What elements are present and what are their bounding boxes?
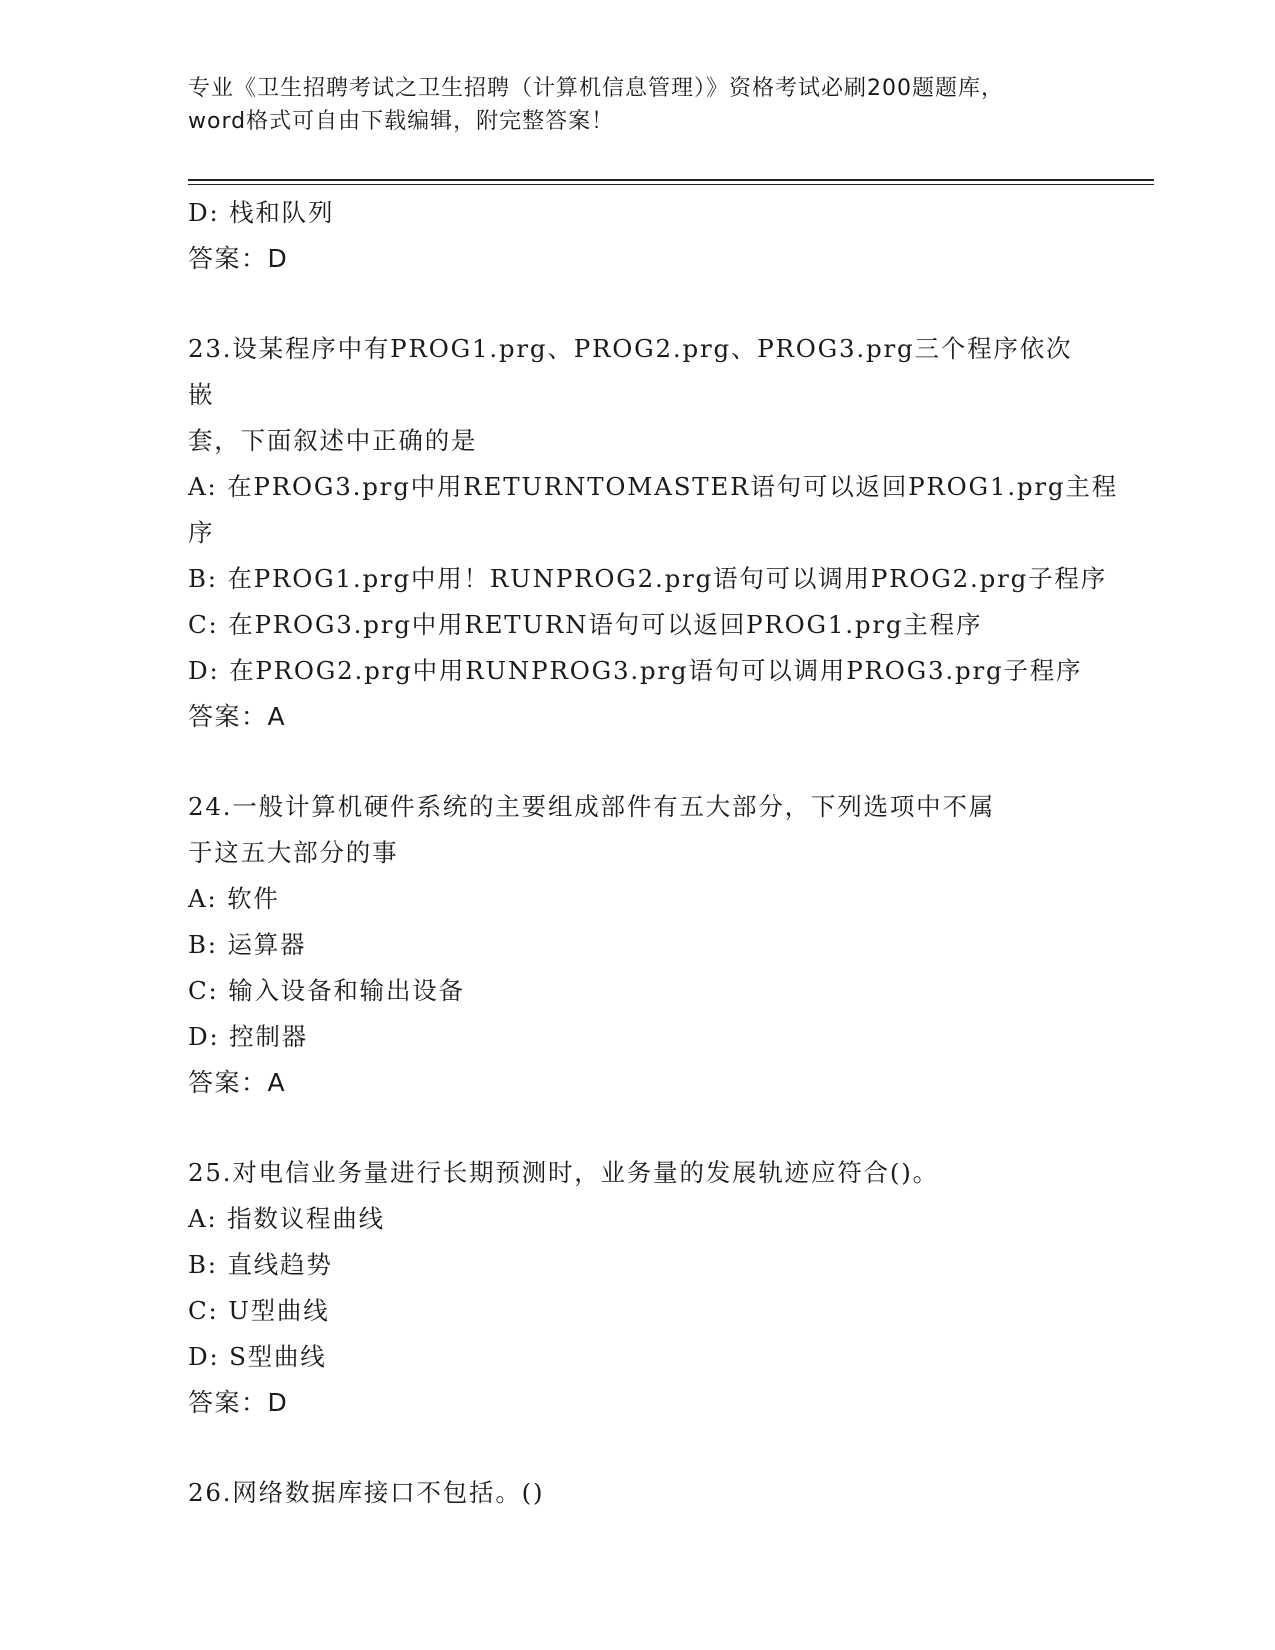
question-26 xyxy=(188,1470,1088,1516)
option-a-continued: 序 xyxy=(188,518,215,547)
option-a: A: 在PROG3.prg中用RETURNTOMASTER语句可以返回PROG1.prg主程 xyxy=(188,472,1118,501)
option-d: D: S型曲线 xyxy=(188,1342,327,1371)
option-c: C: U型曲线 xyxy=(188,1296,330,1325)
option-d: D: 控制器 xyxy=(188,1022,308,1051)
question-stem: 23.设某程序中有PROG1.prg、PROG2.prg、PROG3.prg三个程序依次嵌 xyxy=(188,334,1073,409)
question-23 xyxy=(188,326,1118,740)
question-stem: 26.网络数据库接口不包括。() xyxy=(188,1478,545,1507)
answer-line: 答案：D xyxy=(188,244,289,273)
previous-question-tail xyxy=(188,190,1088,282)
answer-line: 答案：D xyxy=(188,1388,289,1417)
header-title-line2: word格式可自由下载编辑，附完整答案！ xyxy=(188,109,615,134)
question-stem: 25.对电信业务量进行长期预测时，业务量的发展轨迹应符合()。 xyxy=(188,1158,939,1187)
answer-line: 答案：A xyxy=(188,702,287,731)
option-b: B: 在PROG1.prg中用！RUNPROG2.prg语句可以调用PROG2.prg子程序 xyxy=(188,564,1108,593)
option-b: B: 直线趋势 xyxy=(188,1250,333,1279)
option-c: C: 在PROG3.prg中用RETURN语句可以返回PROG1.prg主程序 xyxy=(188,610,983,639)
option-a: A: 指数议程曲线 xyxy=(188,1204,385,1233)
question-25 xyxy=(188,1150,1088,1426)
question-24 xyxy=(188,784,1088,1106)
header-divider-thin xyxy=(188,184,1154,185)
document-header xyxy=(188,72,1088,138)
option-d: D: 栈和队列 xyxy=(188,198,335,227)
question-stem-continued: 于这五大部分的事 xyxy=(188,838,399,867)
option-c: C: 输入设备和输出设备 xyxy=(188,976,465,1005)
option-b: B: 运算器 xyxy=(188,930,307,959)
option-d: D: 在PROG2.prg中用RUNPROG3.prg语句可以调用PROG3.prg子程序 xyxy=(188,656,1083,685)
header-title-line1: 专业《卫生招聘考试之卫生招聘（计算机信息管理）》资格考试必刷200题题库， xyxy=(188,76,1004,101)
answer-line: 答案：A xyxy=(188,1068,287,1097)
header-divider-thick xyxy=(188,179,1154,181)
question-content xyxy=(188,190,1118,1516)
option-a: A: 软件 xyxy=(188,884,280,913)
question-stem: 24.一般计算机硬件系统的主要组成部件有五大部分，下列选项中不属 xyxy=(188,792,996,821)
question-stem-continued: 套，下面叙述中正确的是 xyxy=(188,426,478,455)
